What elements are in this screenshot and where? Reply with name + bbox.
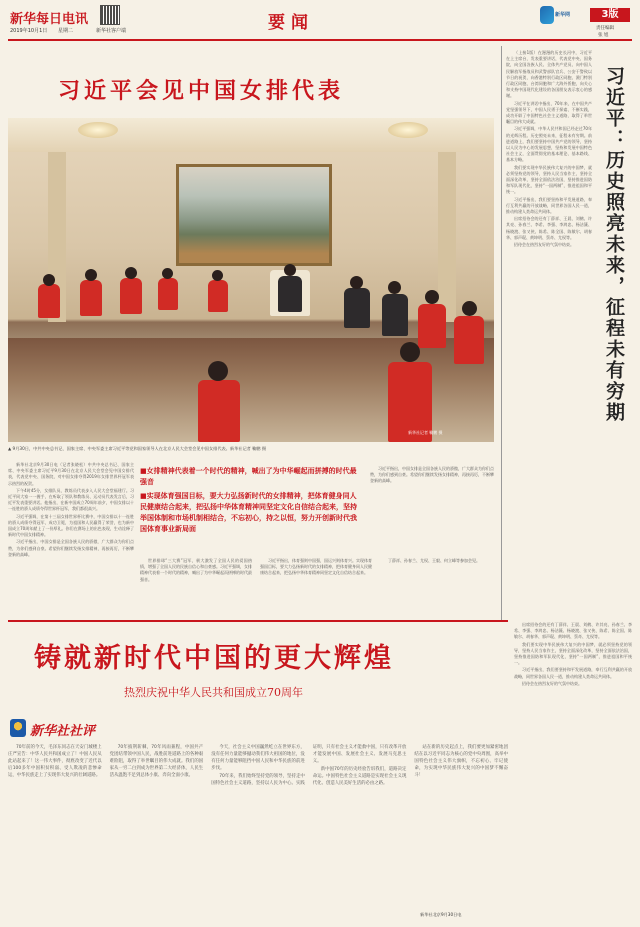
article1-paragraph: 新华社北京9月30日电（记者张晓松）中共中央总书记、国家主席、中央军委主席习近平9月30日在北京人民大会堂会见中国女排代表，代表党中央、国务院，对中国女排夺得2019年女排世界杯冠军表示热烈的祝贺。 [8, 462, 134, 486]
commentary-continued [514, 622, 632, 920]
article1b-column [140, 558, 492, 614]
person-left-5 [208, 280, 228, 312]
article1c-paragraph: 习近平指出，中国女排是全国各族人民的骄傲，广大群众为你们点赞，为你们感到自豪。希望你们继续发扬女排精神，再接再厉，不断攀登新的高峰。 [370, 466, 494, 484]
person-right-2 [382, 294, 408, 336]
editorial-badge [10, 718, 114, 740]
news-photo [8, 118, 494, 442]
xinhua-logo [540, 6, 578, 30]
issue-weekday: 星期二 [58, 28, 74, 34]
person-right-2-head [388, 281, 401, 294]
person-right-4-head [462, 301, 477, 316]
commentary-paragraph: 招待会在热烈友好的气氛中结束。 [514, 242, 574, 248]
commentary-paragraph-cont: 习近平指出，我们要坚持和平发展道路，奉行互利共赢的开放战略，同世界各国人民一道，推动构建人类命运共同体。 [514, 667, 632, 679]
masthead [0, 0, 640, 40]
article2-paragraph: 新中国70年的历史经验告诉我们，道路决定命运。中国特色社会主义道路是实现社会主义现代化、创造人民美好生活的必由之路。 [312, 767, 407, 786]
person-foreground-2-head [400, 342, 420, 362]
person-left-4-head [162, 268, 173, 279]
section-title: 要闻 [268, 13, 314, 33]
article2-paragraph: 70年披荆斩棘，70年风雨兼程，中国共产党团结带领中国人民，战胜前进道路上的各种艰难险阻，取得了举世瞩目的伟大成就。我们的国家从一穷二白到成为世界第二大经济体，人民生活从温饱不足到总体小康、奔向全面小康。 [109, 745, 204, 778]
person-left-3-head [125, 267, 137, 279]
person-foreground-1 [198, 380, 240, 442]
article1-paragraph: 习近平强调，在第十三届女排世界杯比赛中，中国女排以十一连胜的骄人成绩夺得冠军，成功卫冕，为祖国和人民赢得了荣誉，也为新中国成立70周年献上了一份厚礼。你们在赛场上的出色表现，生动诠释了新时代中国女排精神。 [8, 513, 134, 538]
article1b-paragraph: 丁薛祥、孙春兰、尤权、王毅、何立峰等参加会见。 [388, 558, 480, 563]
masthead-rule [8, 39, 632, 41]
highlight-box [140, 466, 362, 552]
person-center [278, 276, 302, 312]
highlight-2: ■实现体育强国目标，要大力弘扬新时代的女排精神，把体育健身同人民健康结合起来，把弘扬中华体育精神同坚定文化自信结合起来，坚持举国体制和市场机制相结合，不忘初心，持之以恒，努力开创新时代我国体育事业新局面 [140, 492, 357, 533]
article2-credit: 新华社北京9月30日电 [420, 912, 462, 917]
chandelier-left-icon [78, 122, 118, 138]
person-foreground-1-head [208, 361, 228, 381]
qr-code-icon [100, 5, 120, 25]
photo-credit: 新华社记者 鞠鹏 摄 [408, 430, 443, 435]
editorial-label: 新华社社评 [30, 724, 96, 739]
person-center-head [284, 264, 296, 276]
editor-name: 张 旭 [598, 33, 609, 38]
commentary-paragraph: 我们要实现中华民族伟大复兴的中国梦，就必须坚持党的领导，坚持人民当家作主，坚持全面深化改革，坚持全面依法治国，坚持推进国防和军队现代化，坚持“一国两制”，推进祖国和平统一。 [506, 164, 592, 195]
commentary-title: 习近平：历史照亮未来，征程未有穷期 [603, 66, 625, 423]
commentary-paragraph-cont: 我们要实现中华民族伟大复兴的中国梦，就必须坚持党的领导，坚持人民当家作主，坚持全面深化改革，坚持全面依法治国，坚持推进国防和军队现代化，坚持“一国两制”，推进祖国和平统一。 [514, 641, 632, 666]
commentary-paragraph: 习近平在讲话中指出，70年来，在中国共产党坚强领导下，中国人民勇于探索、不断实践，成功开辟了中国特色社会主义道路，取得了举世瞩目的伟大成就。 [506, 100, 592, 125]
issue-date: 2019年10月1日 [10, 28, 48, 34]
headline-second: 铸就新时代中国的更大辉煌 [34, 643, 394, 674]
person-right-1-head [350, 276, 363, 289]
person-left-1 [38, 284, 60, 318]
article2-paragraph: 今天，社会主义中国巍然屹立在世界东方，没有任何力量能够撼动我们伟大祖国的地位，没有任何力量能够阻挡中国人民和中华民族的前进步伐。 [211, 745, 305, 771]
article1b-paragraph: 世界排球“三大赛”冠军，极大激发了全国人民的爱国热情，增强了全国人民的民族自信心和自豪感。习近平强调，女排精神代表着一个时代的精神，喊出了为中华崛起而拼搏的时代最强音。 [140, 558, 252, 582]
commentary-paragraph: （上接1版）在漫漫的历史长河中，习近平在上主席台，发表重要讲话，代表党中央、国务院，向全国各族人民、全体共产党员、向中国人民解放军指战员和武警部队官兵、公安干警致以节日的祝贺，向香港特别行政区同胞、澳门特别行政区同胞、台湾同胞和广大海外侨胞，向关心和支持中国现代化建设的各国朋友表示衷心的感谢。 [506, 50, 592, 99]
commentary-paragraph-cont: 招待会在热烈友好的气氛中结束。 [522, 680, 582, 686]
chandelier-right-icon [388, 122, 428, 138]
commentary-paragraph: 习近平指出，我们要坚持和平发展道路，奉行互利共赢的开放战略，同世界各国人民一道，推动构建人类命运共同体。 [506, 196, 592, 215]
person-right-4 [454, 316, 484, 364]
person-left-2 [80, 280, 102, 316]
person-left-4 [158, 278, 178, 310]
commentary-paragraph-cont: 出席招待会的还有丁薛祥、王晨、刘鹤、许其亮、孙春兰、李希、李强、李鸿忠、杨洁篪、杨晓渡、张又侠、陈希、陈全国、陈敏尔、胡春华、郭声琨、黄坤明、蔡奇、尤权等。 [514, 622, 632, 640]
logo-mark-icon [540, 6, 554, 24]
article2-body [8, 744, 508, 918]
person-left-3 [120, 278, 142, 314]
person-right-3 [418, 304, 446, 348]
wall-column-right [438, 152, 456, 322]
commentary-column [506, 50, 592, 620]
commentary-paragraph: 出席招待会的还有丁薛祥、王晨、刘鹤、许其亮、孙春兰、李希、李强、李鸿忠、杨洁篪、杨晓渡、张又侠、陈希、陈全国、陈敏尔、胡春华、郭声琨、黄坤明、蔡奇、尤权等。 [506, 216, 592, 240]
article2-paragraph: 70年前的今天，毛泽东同志在天安门城楼上庄严宣告：中华人民共和国成立了！中国人民从此站起来了！这一伟大事件，彻底改变了近代以后100多年中国积贫积弱、受人欺凌的悲惨命运，中华民族走上了实现伟大复兴的壮阔道路。 [8, 745, 102, 778]
section-divider [8, 620, 508, 622]
article2-paragraph: 70年来，我们始终坚持党的领导，坚持走中国特色社会主义道路，坚持以人民为中心。实践证明，只有社会主义才能救中国，只有改革开放才能发展中国、发展社会主义、发展马克思主义。 [211, 745, 407, 786]
person-right-3-head [425, 290, 439, 304]
commentary-divider [501, 46, 502, 620]
person-left-2-head [85, 269, 97, 281]
photo-caption: ▲ 9月30日，中共中央总书记、国家主席、中央军委主席习近平等党和国家领导人在北京人民大会堂会见中国女排代表。新华社记者 鞠鹏 摄 [8, 446, 267, 451]
subhead-second: 热烈庆祝中华人民共和国成立70周年 [124, 686, 303, 699]
editor-role: 责任编辑 [596, 26, 614, 31]
paper-name: 新华每日电讯 [10, 12, 89, 27]
commentary-paragraph: 习近平强调，中华人民共和国已经走过70年的光辉历程。历史照亮未来，征程未有穷期。前进道路上，我们要坚持中国共产党的领导，坚持以人民为中心的发展思想，坚持和发展中国特色社会主义，全面贯彻党的基本理论、基本路线、基本方略。 [506, 126, 592, 163]
landscape-painting [176, 164, 332, 266]
app-label: 新华社客户端 [96, 28, 127, 34]
person-right-1 [344, 288, 370, 328]
page-number-badge: 3版 [590, 8, 630, 22]
headline-main: 习近平会见中国女排代表 [58, 78, 345, 104]
article1-paragraph: 习近平指出，中国女排是全国各族人民的骄傲，广大群众为你们点赞，为你们感到自豪。希望你们继续发扬女排精神，再接再厉，不断攀登新的高峰。 [8, 539, 134, 557]
article1b-paragraph: 习近平指出，体育强则中国强，国运兴则体育兴。实现体育强国目标，要大力弘扬新时代的女排精神，把体育健身同人民健康结合起来，把弘扬中华体育精神同坚定文化自信结合起来。 [260, 558, 372, 576]
article1-paragraph: 下午4时45分，女排队员、教练员代表步入人民大会堂福建厅。习近平同大家一一握手，在听取了领队和教练员、运动员代表发言后，习近平发表重要讲话。他指出，在新中国成立70周年前夕，中国女排以十一连胜的骄人成绩夺得世界杯冠军，我们都很高兴。 [8, 487, 134, 512]
article1c-column [370, 466, 494, 556]
person-left-1-head [43, 274, 55, 286]
person-left-5-head [212, 270, 223, 281]
logo-text: 新华网 [555, 12, 571, 18]
xinhua-emblem-icon [10, 719, 26, 737]
highlight-1: ■女排精神代表着一个时代的精神，喊出了为中华崛起而拼搏的时代最强音 [140, 467, 357, 486]
article2-paragraph: 站在新的历史起点上，我们要更加紧密地团结在以习近平同志为核心的党中央周围，高举中国特色社会主义伟大旗帜，不忘初心、牢记使命，为实现中华民族伟大复兴的中国梦不懈奋斗！ [414, 745, 508, 778]
article1-column [8, 462, 134, 614]
